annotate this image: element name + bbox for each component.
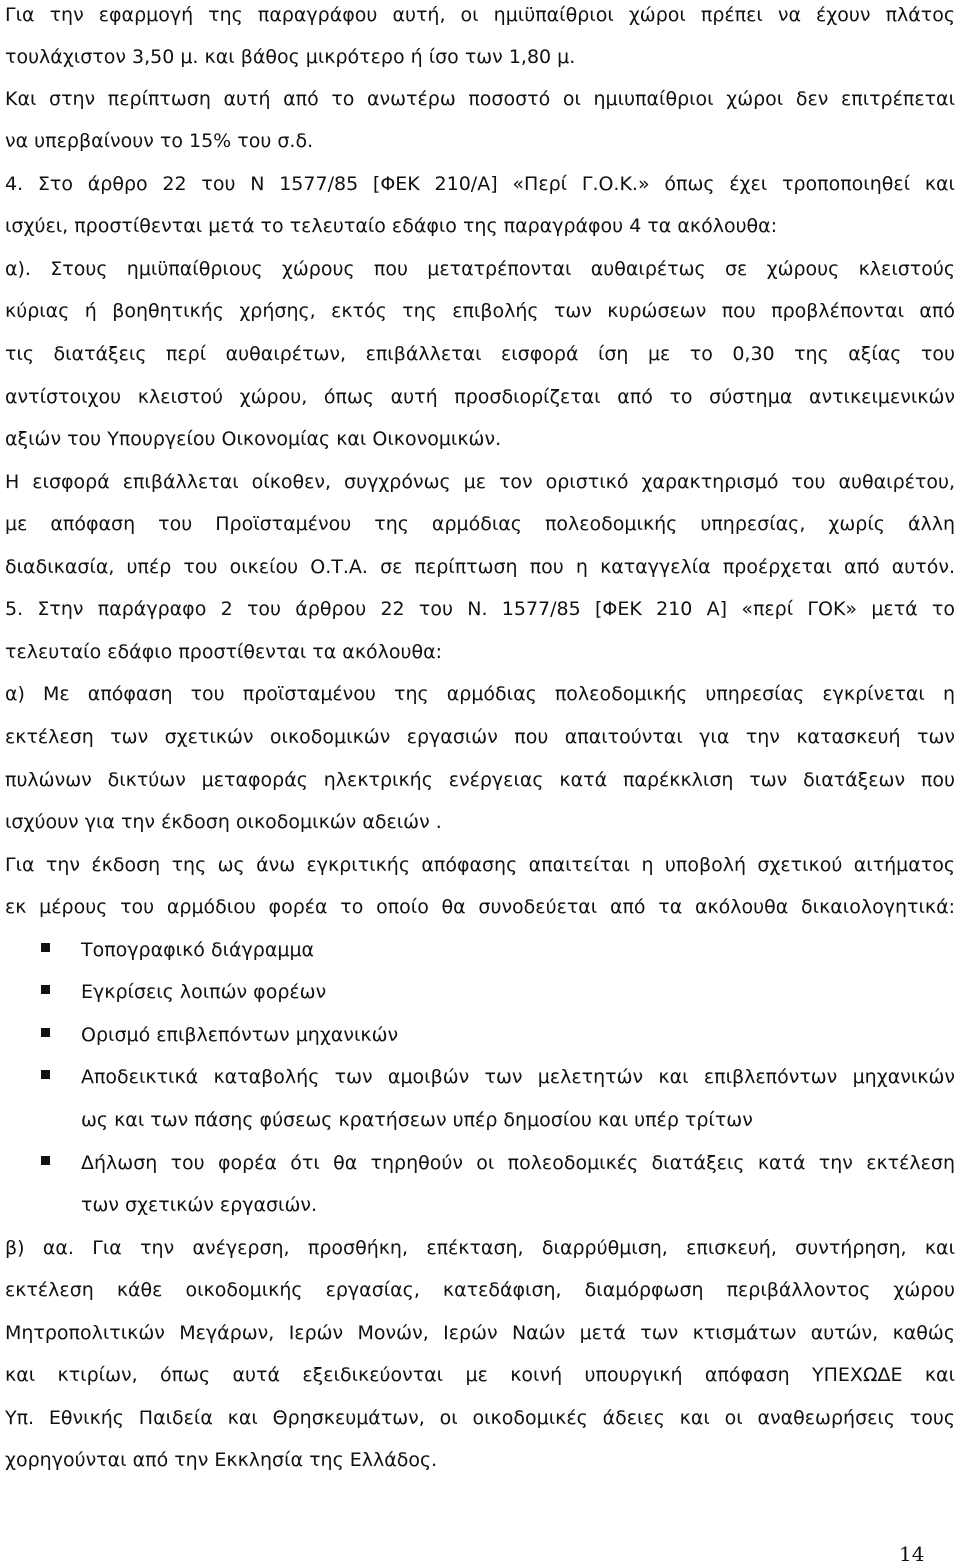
text-line: 4. Στο άρθρο 22 του Ν 1577/85 [ΦΕΚ 210/Α] «Περί Γ.Ο.Κ.» όπως έχει τροποποιηθεί και bbox=[5, 173, 955, 195]
text-line: κύριας ή βοηθητικής χρήσης, εκτός της επιβολής των κυρώσεων που προβλέπονται από bbox=[5, 300, 955, 322]
text-line: Και στην περίπτωση αυτή από το ανωτέρω ποσοστό οι ημιυπαίθριοι χώροι δεν επιτρέπεται bbox=[5, 88, 955, 110]
text-line: 5. Στην παράγραφο 2 του άρθρου 22 του Ν. 1577/85 [ΦΕΚ 210 Α] «περί ΓΟΚ» μετά το bbox=[5, 598, 955, 620]
text-line: Για την έκδοση της ως άνω εγκριτικής απόφασης απαιτείται η υποβολή σχετικού αιτήματος bbox=[5, 854, 955, 876]
bullet-item: Τοπογραφικό διάγραμμα bbox=[81, 939, 315, 961]
text-line: διαδικασία, υπέρ του οικείου Ο.Τ.Α. σε περίπτωση που η καταγγελία προέρχεται από αυτόν. bbox=[5, 556, 955, 578]
text-line: α) Με απόφαση του προϊσταμένου της αρμόδιας πολεοδομικής υπηρεσίας εγκρίνεται η bbox=[5, 683, 955, 705]
bullet-item-continuation: των σχετικών εργασιών. bbox=[81, 1194, 318, 1216]
text-line: χορηγούνται από την Εκκλησία της Ελλάδος. bbox=[5, 1449, 438, 1471]
text-line: Μητροπολιτικών Μεγάρων, Ιερών Μονών, Ιερών Ναών μετά των κτισμάτων αυτών, καθώς bbox=[5, 1322, 955, 1344]
bullet-item: Αποδεικτικά καταβολής των αμοιβών των μελετητών και επιβλεπόντων μηχανικών bbox=[81, 1066, 955, 1088]
text-line: τις διατάξεις περί αυθαιρέτων, επιβάλλεται εισφορά ίση με το 0,30 της αξίας του bbox=[5, 343, 955, 365]
text-line: β) αα. Για την ανέγερση, προσθήκη, επέκταση, διαρρύθμιση, επισκευή, συντήρηση, και bbox=[5, 1237, 955, 1259]
text-line: πυλώνων δικτύων μεταφοράς ηλεκτρικής ενέργειας κατά παρέκκλιση των διατάξεων που bbox=[5, 769, 955, 791]
bullet-item: Ορισμό επιβλεπόντων μηχανικών bbox=[81, 1024, 399, 1046]
text-line: εκτέλεση των σχετικών οικοδομικών εργασιών που απαιτούνται για την κατασκευή των bbox=[5, 726, 955, 748]
text-line: εκ μέρους του αρμόδιου φορέα το οποίο θα συνοδεύεται από τα ακόλουθα δικαιολογητικά: bbox=[5, 896, 955, 918]
bullet-square-icon bbox=[41, 1156, 50, 1165]
text-line: να υπερβαίνουν το 15% του σ.δ. bbox=[5, 130, 314, 152]
text-line: α). Στους ημιϋπαίθριους χώρους που μετατρέπονται αυθαιρέτως σε χώρους κλειστούς bbox=[5, 258, 955, 280]
text-line: με απόφαση του Προϊσταμένου της αρμόδιας πολεοδομικής υπηρεσίας, χωρίς άλλη bbox=[5, 513, 955, 535]
text-line: αντίστοιχου κλειστού χώρου, όπως αυτή προσδιορίζεται από το σύστημα αντικειμενικών bbox=[5, 386, 955, 408]
text-line: Υπ. Εθνικής Παιδεία και Θρησκευμάτων, οι οικοδομικές άδειες και οι αναθεωρήσεις τους bbox=[5, 1407, 955, 1429]
text-line: Για την εφαρμογή της παραγράφου αυτή, οι ημιϋπαίθριοι χώροι πρέπει να έχουν πλάτος bbox=[5, 4, 955, 26]
text-line: αξιών του Υπουργείου Οικονομίας και Οικονομικών. bbox=[5, 428, 502, 450]
bullet-item: Δήλωση του φορέα ότι θα τηρηθούν οι πολεοδομικές διατάξεις κατά την εκτέλεση bbox=[81, 1152, 955, 1174]
page-number: 14 bbox=[899, 1542, 925, 1566]
bullet-square-icon bbox=[41, 1028, 50, 1037]
bullet-square-icon bbox=[41, 985, 50, 994]
bullet-item-continuation: ως και των πάσης φύσεως κρατήσεων υπέρ δημοσίου και υπέρ τρίτων bbox=[81, 1109, 753, 1131]
text-line: εκτέλεση κάθε οικοδομικής εργασίας, κατεδάφιση, διαμόρφωση περιβάλλοντος χώρου bbox=[5, 1279, 955, 1301]
text-line: Η εισφορά επιβάλλεται οίκοθεν, συγχρόνως με τον οριστικό χαρακτηρισμό του αυθαιρέτου, bbox=[5, 471, 955, 493]
text-line: και κτιρίων, όπως αυτά εξειδικεύονται με κοινή υπουργική απόφαση ΥΠΕΧΩΔΕ και bbox=[5, 1364, 955, 1386]
bullet-square-icon bbox=[41, 943, 50, 952]
bullet-square-icon bbox=[41, 1070, 50, 1079]
text-line: ισχύει, προστίθενται μετά το τελευταίο εδάφιο της παραγράφου 4 τα ακόλουθα: bbox=[5, 215, 778, 237]
text-line: τελευταίο εδάφιο προστίθενται τα ακόλουθα: bbox=[5, 641, 443, 663]
bullet-item: Εγκρίσεις λοιπών φορέων bbox=[81, 981, 327, 1003]
text-line: τουλάχιστον 3,50 μ. και βάθος μικρότερο ή ίσο των 1,80 μ. bbox=[5, 46, 576, 68]
text-line: ισχύουν για την έκδοση οικοδομικών αδειών . bbox=[5, 811, 442, 833]
